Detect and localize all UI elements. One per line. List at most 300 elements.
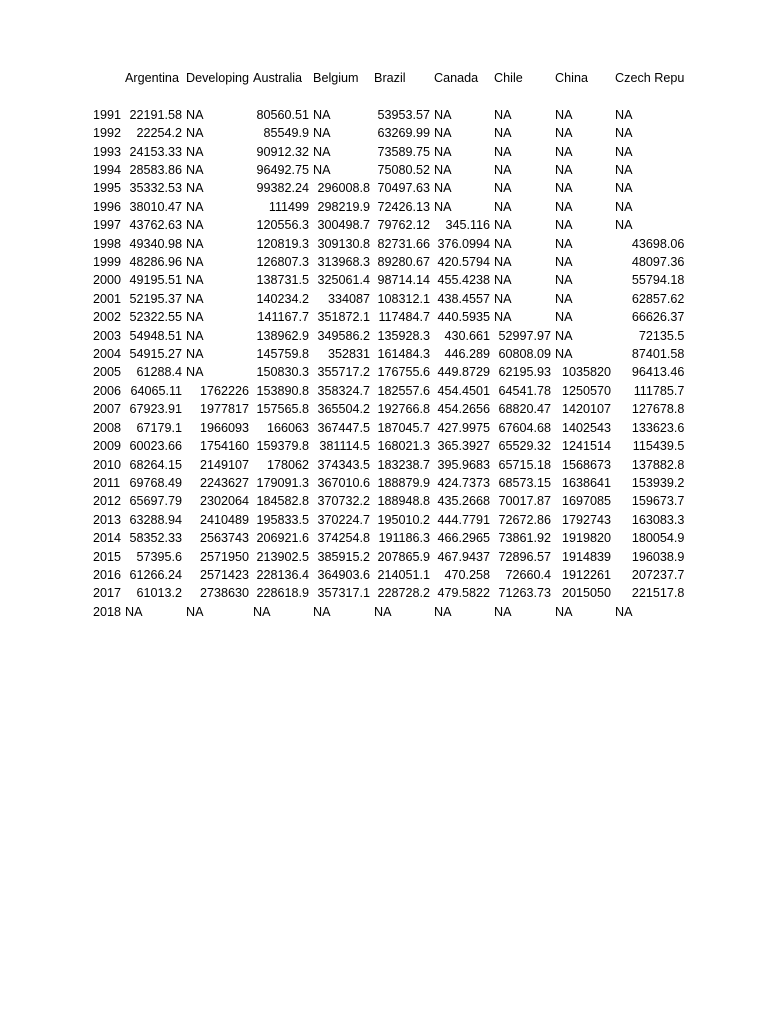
data-cell[interactable]: 120556.3 bbox=[256, 218, 310, 233]
data-cell[interactable]: 73861.92 bbox=[498, 531, 552, 546]
data-cell[interactable]: 2015050 bbox=[562, 586, 612, 601]
data-cell[interactable]: 67923.91 bbox=[129, 402, 183, 417]
data-cell[interactable]: 2410489 bbox=[200, 512, 250, 527]
data-cell[interactable]: 63269.99 bbox=[377, 126, 431, 141]
data-cell[interactable]: 72426.13 bbox=[377, 199, 431, 214]
data-cell[interactable]: 345.116 bbox=[445, 218, 491, 233]
table-row bbox=[92, 456, 686, 474]
data-cell[interactable]: 1977817 bbox=[200, 402, 250, 417]
data-cell[interactable]: 99382.24 bbox=[256, 181, 310, 196]
data-cell[interactable]: 376.0994 bbox=[437, 236, 491, 251]
data-cell[interactable]: 71263.73 bbox=[498, 586, 552, 601]
data-cell[interactable]: 73589.75 bbox=[377, 144, 431, 159]
row-year-cell[interactable]: 2003 bbox=[93, 328, 122, 343]
data-cell[interactable]: 61013.2 bbox=[136, 586, 183, 601]
data-cell[interactable]: 82731.66 bbox=[377, 236, 431, 251]
data-cell[interactable]: 1241514 bbox=[562, 439, 612, 454]
data-cell[interactable]: 70497.63 bbox=[377, 181, 431, 196]
data-cell[interactable]: 138731.5 bbox=[256, 273, 310, 288]
data-cell[interactable]: 187045.7 bbox=[377, 420, 431, 435]
data-cell[interactable]: 69768.49 bbox=[129, 475, 183, 490]
row-year-cell[interactable]: 1993 bbox=[93, 144, 122, 159]
data-cell[interactable]: 111499 bbox=[268, 199, 310, 214]
data-cell[interactable]: 470.258 bbox=[444, 567, 491, 582]
row-year-cell[interactable]: 2008 bbox=[93, 420, 122, 435]
data-cell[interactable]: 98714.14 bbox=[377, 273, 431, 288]
data-cell[interactable]: NA bbox=[186, 181, 204, 196]
data-cell[interactable]: 479.5822 bbox=[437, 586, 491, 601]
data-cell[interactable]: 1912261 bbox=[562, 567, 612, 582]
data-cell[interactable]: NA bbox=[555, 328, 573, 343]
column-header[interactable]: Brazil bbox=[374, 71, 406, 85]
row-year-cell[interactable]: 2011 bbox=[93, 475, 121, 490]
data-cell[interactable]: 1754160 bbox=[200, 439, 250, 454]
data-cell[interactable]: 370732.2 bbox=[317, 494, 371, 509]
data-cell[interactable]: 52997.97 bbox=[498, 328, 552, 343]
data-cell[interactable]: NA bbox=[555, 273, 573, 288]
data-cell[interactable]: 65529.32 bbox=[498, 439, 552, 454]
data-cell[interactable]: 24153.33 bbox=[129, 144, 183, 159]
data-cell[interactable]: 2563743 bbox=[200, 531, 250, 546]
data-cell[interactable]: 60808.09 bbox=[498, 347, 552, 362]
row-year-cell[interactable]: 1999 bbox=[93, 255, 122, 270]
data-cell[interactable]: 364903.6 bbox=[317, 567, 371, 582]
data-cell[interactable]: 166063 bbox=[267, 420, 310, 435]
data-cell[interactable]: NA bbox=[555, 144, 573, 159]
data-cell[interactable]: NA bbox=[615, 218, 633, 233]
data-cell[interactable]: NA bbox=[555, 310, 573, 325]
row-year-cell[interactable]: 2018 bbox=[93, 604, 122, 619]
data-cell[interactable]: NA bbox=[186, 236, 204, 251]
data-cell[interactable]: 183238.7 bbox=[377, 457, 431, 472]
data-cell[interactable]: 206921.6 bbox=[256, 531, 310, 546]
data-cell[interactable]: 65715.18 bbox=[498, 457, 552, 472]
data-cell[interactable]: 180054.9 bbox=[631, 531, 685, 546]
data-cell[interactable]: NA bbox=[434, 144, 452, 159]
data-cell[interactable]: NA bbox=[555, 291, 573, 306]
row-year-cell[interactable]: 2001 bbox=[93, 291, 122, 306]
data-cell[interactable]: NA bbox=[615, 107, 633, 122]
data-cell[interactable]: 150830.3 bbox=[256, 365, 310, 380]
table-row bbox=[92, 253, 686, 271]
table-row bbox=[92, 382, 686, 400]
data-cell[interactable]: NA bbox=[494, 604, 512, 619]
row-year-cell[interactable]: 2006 bbox=[93, 383, 122, 398]
data-cell[interactable]: 188948.8 bbox=[377, 494, 431, 509]
column-header[interactable]: China bbox=[555, 71, 588, 85]
data-cell[interactable]: NA bbox=[615, 604, 633, 619]
data-cell[interactable]: 1697085 bbox=[562, 494, 612, 509]
header-corner-cell[interactable] bbox=[92, 69, 123, 87]
data-cell[interactable]: 48097.36 bbox=[631, 255, 685, 270]
data-cell[interactable]: 72896.57 bbox=[498, 549, 552, 564]
data-cell[interactable]: 1966093 bbox=[200, 420, 250, 435]
data-cell[interactable]: NA bbox=[615, 126, 633, 141]
data-cell[interactable]: 358324.7 bbox=[317, 383, 371, 398]
data-cell[interactable]: 2571950 bbox=[200, 549, 250, 564]
data-cell[interactable]: 127678.8 bbox=[631, 402, 685, 417]
data-cell[interactable]: 67179.1 bbox=[136, 420, 183, 435]
row-year-cell[interactable]: 2016 bbox=[93, 567, 122, 582]
row-year-cell[interactable]: 1995 bbox=[93, 181, 122, 196]
data-cell[interactable]: 385915.2 bbox=[317, 549, 371, 564]
data-cell[interactable]: NA bbox=[555, 199, 573, 214]
data-cell[interactable]: 352831 bbox=[328, 347, 371, 362]
data-cell[interactable]: 52195.37 bbox=[129, 291, 183, 306]
data-cell[interactable]: 228618.9 bbox=[256, 586, 310, 601]
data-cell[interactable]: 228728.2 bbox=[377, 586, 431, 601]
data-cell[interactable]: 64065.11 bbox=[130, 383, 183, 398]
data-cell[interactable]: 446.289 bbox=[444, 347, 491, 362]
data-cell[interactable]: NA bbox=[555, 255, 573, 270]
data-cell[interactable]: 137882.8 bbox=[631, 457, 685, 472]
data-cell[interactable]: 309130.8 bbox=[317, 236, 371, 251]
data-cell[interactable]: NA bbox=[434, 181, 452, 196]
data-cell[interactable]: 438.4557 bbox=[437, 291, 491, 306]
data-cell[interactable]: 444.7791 bbox=[437, 512, 491, 527]
data-cell[interactable]: 80560.51 bbox=[256, 107, 310, 122]
data-cell[interactable]: NA bbox=[434, 107, 452, 122]
data-cell[interactable]: NA bbox=[494, 236, 512, 251]
data-cell[interactable]: 349586.2 bbox=[317, 328, 371, 343]
data-cell[interactable]: 430.661 bbox=[444, 328, 491, 343]
row-year-cell[interactable]: 1992 bbox=[93, 126, 122, 141]
data-cell[interactable]: 420.5794 bbox=[437, 255, 491, 270]
data-cell[interactable]: 43698.06 bbox=[631, 236, 685, 251]
data-cell[interactable]: 63288.94 bbox=[129, 512, 183, 527]
row-year-cell[interactable]: 2010 bbox=[93, 457, 122, 472]
data-cell[interactable]: 38010.47 bbox=[129, 199, 183, 214]
data-cell[interactable]: NA bbox=[434, 199, 452, 214]
data-cell[interactable]: 117484.7 bbox=[378, 310, 431, 325]
data-cell[interactable]: NA bbox=[253, 604, 271, 619]
data-cell[interactable]: NA bbox=[615, 144, 633, 159]
data-cell[interactable]: 72660.4 bbox=[505, 567, 552, 582]
data-cell[interactable]: 296008.8 bbox=[317, 181, 371, 196]
column-header[interactable]: Canada bbox=[434, 71, 479, 85]
data-cell[interactable]: 79762.12 bbox=[377, 218, 431, 233]
data-cell[interactable]: NA bbox=[186, 107, 204, 122]
data-cell[interactable]: 365.3927 bbox=[437, 439, 491, 454]
table-row bbox=[92, 529, 686, 547]
data-cell[interactable]: NA bbox=[313, 144, 331, 159]
data-cell[interactable]: 43762.63 bbox=[129, 218, 183, 233]
data-cell[interactable]: NA bbox=[186, 126, 204, 141]
data-cell[interactable]: 370224.7 bbox=[317, 512, 371, 527]
data-cell[interactable]: 435.2668 bbox=[437, 494, 491, 509]
data-cell[interactable]: 1914839 bbox=[562, 549, 612, 564]
column-header[interactable]: Chile bbox=[494, 71, 523, 85]
data-cell[interactable]: 54915.27 bbox=[129, 347, 183, 362]
data-cell[interactable]: NA bbox=[494, 107, 512, 122]
data-cell[interactable]: 62195.93 bbox=[498, 365, 552, 380]
data-cell[interactable]: NA bbox=[555, 347, 573, 362]
data-cell[interactable]: 192766.8 bbox=[377, 402, 431, 417]
table-row bbox=[92, 308, 686, 326]
row-year-cell[interactable]: 2007 bbox=[93, 402, 122, 417]
data-cell[interactable]: 22254.2 bbox=[136, 126, 183, 141]
data-cell[interactable]: 60023.66 bbox=[129, 439, 183, 454]
data-cell[interactable]: NA bbox=[313, 126, 331, 141]
data-cell[interactable]: 176755.6 bbox=[377, 365, 431, 380]
data-cell[interactable]: 66626.37 bbox=[631, 310, 685, 325]
row-year-cell[interactable]: 2013 bbox=[93, 512, 122, 527]
data-cell[interactable]: NA bbox=[555, 604, 573, 619]
data-cell[interactable]: 70017.87 bbox=[498, 494, 552, 509]
data-cell[interactable]: NA bbox=[494, 181, 512, 196]
data-cell[interactable]: 367010.6 bbox=[317, 475, 371, 490]
data-cell[interactable]: 159379.8 bbox=[256, 439, 310, 454]
data-cell[interactable]: 455.4238 bbox=[437, 273, 491, 288]
data-cell[interactable]: 325061.4 bbox=[317, 273, 371, 288]
data-cell[interactable]: 64541.78 bbox=[498, 383, 552, 398]
column-header[interactable]: Australia bbox=[253, 71, 303, 85]
data-cell[interactable]: 87401.58 bbox=[631, 347, 685, 362]
data-cell[interactable]: 221517.8 bbox=[631, 586, 685, 601]
data-cell[interactable]: 96492.75 bbox=[256, 163, 310, 178]
data-cell[interactable]: 1035820 bbox=[562, 365, 612, 380]
data-cell[interactable]: 195010.2 bbox=[377, 512, 431, 527]
data-cell[interactable]: 467.9437 bbox=[437, 549, 491, 564]
data-cell[interactable]: 85549.9 bbox=[263, 126, 310, 141]
data-cell[interactable]: 357317.1 bbox=[317, 586, 371, 601]
data-cell[interactable]: NA bbox=[186, 328, 204, 343]
row-year-cell[interactable]: 2009 bbox=[93, 439, 122, 454]
data-cell[interactable]: 168021.3 bbox=[377, 439, 431, 454]
table-row bbox=[92, 143, 686, 161]
data-cell[interactable]: NA bbox=[555, 236, 573, 251]
data-cell[interactable]: 141167.7 bbox=[257, 310, 310, 325]
data-cell[interactable]: NA bbox=[494, 144, 512, 159]
data-cell[interactable]: 75080.52 bbox=[377, 163, 431, 178]
data-cell[interactable]: 355717.2 bbox=[317, 365, 371, 380]
column-header[interactable]: Belgium bbox=[313, 71, 359, 85]
data-cell[interactable]: NA bbox=[494, 199, 512, 214]
data-cell[interactable]: 1420107 bbox=[562, 402, 612, 417]
data-cell[interactable]: 207237.7 bbox=[631, 567, 685, 582]
row-year-cell[interactable]: 1997 bbox=[93, 218, 122, 233]
data-cell[interactable]: 61288.4 bbox=[136, 365, 183, 380]
data-cell[interactable]: NA bbox=[313, 163, 331, 178]
data-cell[interactable]: 62857.62 bbox=[631, 291, 685, 306]
data-cell[interactable]: 68820.47 bbox=[498, 402, 552, 417]
data-cell[interactable]: NA bbox=[186, 199, 204, 214]
data-cell[interactable]: 381114.5 bbox=[319, 439, 371, 454]
data-cell[interactable]: 2243627 bbox=[200, 475, 250, 490]
data-cell[interactable]: 133623.6 bbox=[631, 420, 685, 435]
data-cell[interactable]: NA bbox=[555, 218, 573, 233]
row-year-cell[interactable]: 2005 bbox=[93, 365, 122, 380]
data-cell[interactable]: NA bbox=[615, 199, 633, 214]
row-year-cell[interactable]: 1994 bbox=[93, 163, 122, 178]
data-cell[interactable]: 300498.7 bbox=[317, 218, 371, 233]
data-cell[interactable]: NA bbox=[494, 291, 512, 306]
data-cell[interactable]: 179091.3 bbox=[256, 475, 310, 490]
data-cell[interactable]: 395.9683 bbox=[437, 457, 491, 472]
data-cell[interactable]: 2149107 bbox=[200, 457, 250, 472]
data-cell[interactable]: 115439.5 bbox=[632, 439, 685, 454]
data-cell[interactable]: NA bbox=[186, 273, 204, 288]
data-cell[interactable]: 35332.53 bbox=[129, 181, 183, 196]
data-cell[interactable]: 159673.7 bbox=[631, 494, 685, 509]
data-cell[interactable]: NA bbox=[186, 365, 204, 380]
row-year-cell[interactable]: 2004 bbox=[93, 347, 122, 362]
data-cell[interactable]: 153890.8 bbox=[256, 383, 310, 398]
data-cell[interactable]: NA bbox=[494, 255, 512, 270]
data-cell[interactable]: NA bbox=[186, 347, 204, 362]
data-cell[interactable]: 1250570 bbox=[562, 383, 612, 398]
data-cell[interactable]: 52322.55 bbox=[129, 310, 183, 325]
data-cell[interactable]: 145759.8 bbox=[256, 347, 310, 362]
data-cell[interactable]: NA bbox=[434, 126, 452, 141]
data-cell[interactable]: 424.7373 bbox=[437, 475, 491, 490]
data-cell[interactable]: NA bbox=[555, 163, 573, 178]
data-cell[interactable]: 57395.6 bbox=[136, 549, 183, 564]
data-cell[interactable]: 89280.67 bbox=[377, 255, 431, 270]
data-cell[interactable]: 1792743 bbox=[562, 512, 612, 527]
data-cell[interactable]: 67604.68 bbox=[498, 420, 552, 435]
data-cell[interactable]: NA bbox=[186, 291, 204, 306]
data-cell[interactable]: NA bbox=[186, 310, 204, 325]
data-cell[interactable]: 214051.1 bbox=[377, 567, 431, 582]
data-cell[interactable]: 90912.32 bbox=[256, 144, 310, 159]
data-cell[interactable]: 54948.51 bbox=[129, 328, 183, 343]
data-cell[interactable]: 213902.5 bbox=[256, 549, 310, 564]
data-cell[interactable]: NA bbox=[494, 310, 512, 325]
data-cell[interactable]: 207865.9 bbox=[377, 549, 431, 564]
data-cell[interactable]: 58352.33 bbox=[129, 531, 183, 546]
data-cell[interactable]: 72135.5 bbox=[638, 328, 685, 343]
data-cell[interactable]: 188879.9 bbox=[377, 475, 431, 490]
row-year-cell[interactable]: 2017 bbox=[93, 586, 122, 601]
table-row bbox=[92, 327, 686, 345]
data-cell[interactable]: NA bbox=[615, 181, 633, 196]
row-year-cell[interactable]: 1998 bbox=[93, 236, 122, 251]
data-cell[interactable]: 466.2965 bbox=[437, 531, 491, 546]
data-cell[interactable]: 28583.86 bbox=[129, 163, 183, 178]
data-cell[interactable]: 135928.3 bbox=[377, 328, 431, 343]
data-cell[interactable]: 22191.58 bbox=[129, 107, 183, 122]
data-cell[interactable]: 161484.3 bbox=[377, 347, 431, 362]
data-cell[interactable]: 65697.79 bbox=[129, 494, 183, 509]
row-year-cell[interactable]: 2002 bbox=[93, 310, 122, 325]
data-cell[interactable]: 2571423 bbox=[200, 567, 250, 582]
data-cell[interactable]: 427.9975 bbox=[437, 420, 491, 435]
data-cell[interactable]: NA bbox=[186, 255, 204, 270]
data-cell[interactable]: NA bbox=[434, 604, 452, 619]
table-row bbox=[92, 290, 686, 308]
data-cell[interactable]: 48286.96 bbox=[129, 255, 183, 270]
data-cell[interactable]: 2302064 bbox=[200, 494, 250, 509]
data-cell[interactable]: 55794.18 bbox=[631, 273, 685, 288]
row-year-cell[interactable]: 2012 bbox=[93, 494, 122, 509]
column-header[interactable]: Czech Repu bbox=[615, 71, 685, 85]
data-cell[interactable]: 157565.8 bbox=[256, 402, 310, 417]
data-cell[interactable]: 163083.3 bbox=[631, 512, 685, 527]
data-cell[interactable]: NA bbox=[555, 181, 573, 196]
row-year-cell[interactable]: 1991 bbox=[93, 107, 122, 122]
data-cell[interactable]: 298219.9 bbox=[317, 199, 371, 214]
data-cell[interactable]: 196038.9 bbox=[631, 549, 685, 564]
data-cell[interactable]: NA bbox=[494, 163, 512, 178]
data-cell[interactable]: NA bbox=[186, 144, 204, 159]
data-cell[interactable]: NA bbox=[434, 163, 452, 178]
data-cell[interactable]: 367447.5 bbox=[317, 420, 371, 435]
data-cell[interactable]: 351872.1 bbox=[317, 310, 371, 325]
data-cell[interactable]: 138962.9 bbox=[256, 328, 310, 343]
data-cell[interactable]: 53953.57 bbox=[377, 107, 431, 122]
data-cell[interactable]: 2738630 bbox=[200, 586, 250, 601]
data-cell[interactable]: NA bbox=[555, 126, 573, 141]
data-cell[interactable]: NA bbox=[186, 218, 204, 233]
row-year-cell[interactable]: 2014 bbox=[93, 531, 122, 546]
data-cell[interactable]: NA bbox=[615, 163, 633, 178]
table-row bbox=[92, 400, 686, 418]
row-year-cell[interactable]: 1996 bbox=[93, 199, 122, 214]
data-cell[interactable]: 449.8729 bbox=[437, 365, 491, 380]
data-cell[interactable]: NA bbox=[374, 604, 392, 619]
data-cell[interactable]: NA bbox=[494, 218, 512, 233]
data-cell[interactable]: 365504.2 bbox=[317, 402, 371, 417]
data-cell[interactable]: 195833.5 bbox=[256, 512, 310, 527]
row-year-cell[interactable]: 2000 bbox=[93, 273, 122, 288]
data-cell[interactable]: 68573.15 bbox=[498, 475, 552, 490]
data-cell[interactable]: NA bbox=[555, 107, 573, 122]
data-cell[interactable]: 120819.3 bbox=[256, 236, 310, 251]
column-header[interactable]: Developing bbox=[186, 71, 250, 85]
data-cell[interactable]: 49195.51 bbox=[129, 273, 183, 288]
data-cell[interactable]: 440.5935 bbox=[437, 310, 491, 325]
data-cell[interactable]: NA bbox=[186, 604, 204, 619]
data-cell[interactable]: 1568673 bbox=[562, 457, 612, 472]
data-cell[interactable]: 1638641 bbox=[562, 475, 612, 490]
table-row bbox=[92, 363, 686, 381]
column-header[interactable]: Argentina bbox=[125, 71, 179, 85]
row-year-cell[interactable]: 2015 bbox=[93, 549, 122, 564]
data-cell[interactable]: 96413.46 bbox=[631, 365, 685, 380]
data-cell[interactable]: 1762226 bbox=[200, 383, 250, 398]
data-cell[interactable]: NA bbox=[494, 126, 512, 141]
data-cell[interactable]: NA bbox=[494, 273, 512, 288]
data-cell[interactable]: 228136.4 bbox=[256, 567, 310, 582]
data-cell[interactable]: NA bbox=[313, 107, 331, 122]
data-cell[interactable]: 68264.15 bbox=[129, 457, 183, 472]
data-cell[interactable]: 191186.3 bbox=[378, 531, 431, 546]
data-cell[interactable]: 454.4501 bbox=[437, 383, 491, 398]
data-cell[interactable]: 313968.3 bbox=[317, 255, 371, 270]
data-cell[interactable]: 61266.24 bbox=[129, 567, 183, 582]
data-cell[interactable]: NA bbox=[125, 604, 143, 619]
data-cell[interactable]: 454.2656 bbox=[437, 402, 491, 417]
data-cell[interactable]: 182557.6 bbox=[377, 383, 431, 398]
data-cell[interactable]: 108312.1 bbox=[377, 291, 431, 306]
data-cell[interactable]: 374254.8 bbox=[317, 531, 371, 546]
data-cell[interactable]: 1919820 bbox=[562, 531, 612, 546]
data-cell[interactable]: 374343.5 bbox=[317, 457, 371, 472]
data-cell[interactable]: 334087 bbox=[328, 291, 371, 306]
data-cell[interactable]: 153939.2 bbox=[631, 475, 685, 490]
data-cell[interactable]: 126807.3 bbox=[256, 255, 310, 270]
data-cell[interactable]: 49340.98 bbox=[129, 236, 183, 251]
data-cell[interactable]: 111785.7 bbox=[633, 383, 685, 398]
data-cell[interactable]: 140234.2 bbox=[256, 291, 310, 306]
data-cell[interactable]: 72672.86 bbox=[498, 512, 552, 527]
data-cell[interactable]: 178062 bbox=[267, 457, 310, 472]
data-cell[interactable]: NA bbox=[313, 604, 331, 619]
data-cell[interactable]: 184582.8 bbox=[256, 494, 310, 509]
data-cell[interactable]: NA bbox=[186, 163, 204, 178]
data-cell[interactable]: 1402543 bbox=[562, 420, 612, 435]
